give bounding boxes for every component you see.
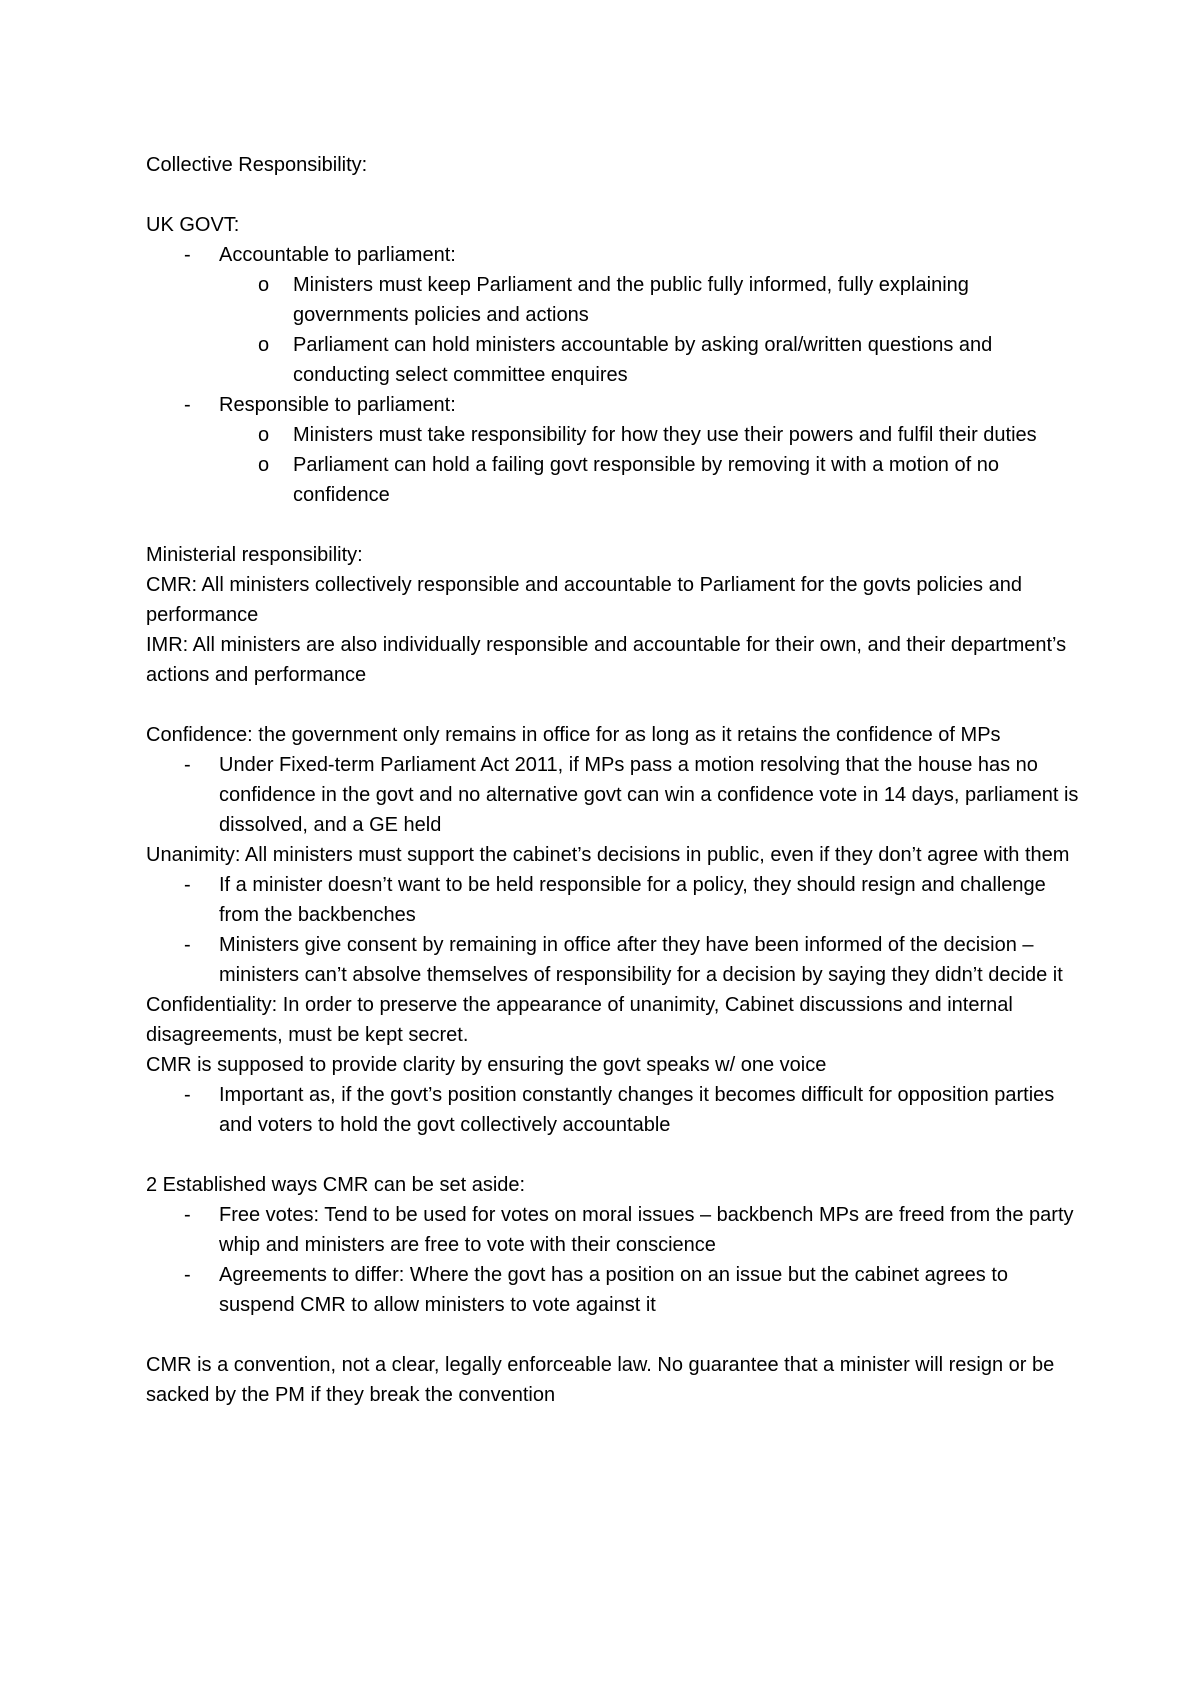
list-item <box>146 240 1080 270</box>
dash-bullet: - <box>184 244 191 266</box>
unanimity-paragraph: Unanimity: All ministers must support the cabinet’s decisions in public, even if they don’t agree with them <box>146 844 1070 866</box>
dash-bullet: - <box>184 754 191 776</box>
dash-bullet: - <box>184 1084 191 1106</box>
circle-bullet: o <box>258 454 270 476</box>
set-aside-point: Free votes: Tend to be used for votes on moral issues – backbench MPs are freed from the party whip and ministers are free to vote with their conscience <box>219 1204 1074 1256</box>
doc-title: Collective Responsibility: <box>146 154 368 176</box>
list-item <box>146 1080 1080 1140</box>
spacer <box>146 180 1080 210</box>
sub-list-item <box>146 420 1080 450</box>
responsible-point: Parliament can hold a failing govt responsible by removing it with a motion of no confidence <box>293 454 999 506</box>
dash-bullet: - <box>184 874 191 896</box>
imr-definition: IMR: All ministers are also individually responsible and accountable for their own, and their department’s actions and performance <box>146 634 1067 686</box>
cmr-definition: CMR: All ministers collectively responsible and accountable to Parliament for the govts policies and performance <box>146 574 1022 626</box>
clarity-point: Important as, if the govt’s position constantly changes it becomes difficult for opposition parties and voters to hold the govt collectively accountable <box>219 1084 1055 1136</box>
accountable-label: Accountable to parliament: <box>219 244 456 266</box>
circle-bullet: o <box>258 424 270 446</box>
sub-list-item <box>146 330 1080 390</box>
dash-bullet: - <box>184 1264 191 1286</box>
dash-bullet: - <box>184 1204 191 1226</box>
spacer <box>146 1320 1080 1350</box>
spacer <box>146 510 1080 540</box>
unanimity-point: Ministers give consent by remaining in office after they have been informed of the decision – ministers can’t absolve themselves of responsibility for a decision by saying they didn’t decide it <box>219 934 1063 986</box>
sub-list-item <box>146 270 1080 330</box>
circle-bullet: o <box>258 274 270 296</box>
set-aside-point: Agreements to differ: Where the govt has a position on an issue but the cabinet agrees to suspend CMR to allow ministers to vote against it <box>219 1264 1009 1316</box>
confidence-paragraph: Confidence: the government only remains in office for as long as it retains the confidence of MPs <box>146 724 1001 746</box>
dash-bullet: - <box>184 934 191 956</box>
list-item <box>146 930 1080 990</box>
set-aside-heading: 2 Established ways CMR can be set aside: <box>146 1174 526 1196</box>
uk-govt-heading: UK GOVT: <box>146 214 240 236</box>
list-item <box>146 1200 1080 1260</box>
accountable-point: Ministers must keep Parliament and the public fully informed, fully explaining governments policies and actions <box>293 274 969 326</box>
dash-bullet: - <box>184 394 191 416</box>
list-item <box>146 750 1080 840</box>
list-item <box>146 1260 1080 1320</box>
list-item <box>146 390 1080 420</box>
list-item <box>146 870 1080 930</box>
spacer <box>146 1140 1080 1170</box>
confidence-point: Under Fixed-term Parliament Act 2011, if MPs pass a motion resolving that the house has no confidence in the govt and no alternative govt can win a confidence vote in 14 days, parliament is dissolved, and a GE held <box>219 754 1079 836</box>
sub-list-item <box>146 450 1080 510</box>
clarity-paragraph: CMR is supposed to provide clarity by ensuring the govt speaks w/ one voice <box>146 1054 827 1076</box>
responsible-point: Ministers must take responsibility for how they use their powers and fulfil their duties <box>293 424 1037 446</box>
ministerial-heading: Ministerial responsibility: <box>146 544 363 566</box>
spacer <box>146 690 1080 720</box>
unanimity-point: If a minister doesn’t want to be held responsible for a policy, they should resign and challenge from the backbenches <box>219 874 1046 926</box>
responsible-label: Responsible to parliament: <box>219 394 456 416</box>
conclusion-paragraph: CMR is a convention, not a clear, legally enforceable law. No guarantee that a minister will resign or be sacked by the PM if they break the convention <box>146 1354 1055 1406</box>
circle-bullet: o <box>258 334 270 356</box>
accountable-point: Parliament can hold ministers accountable by asking oral/written questions and conducting select committee enquires <box>293 334 993 386</box>
confidentiality-paragraph: Confidentiality: In order to preserve the appearance of unanimity, Cabinet discussions and internal disagreements, must be kept secret. <box>146 994 1013 1046</box>
